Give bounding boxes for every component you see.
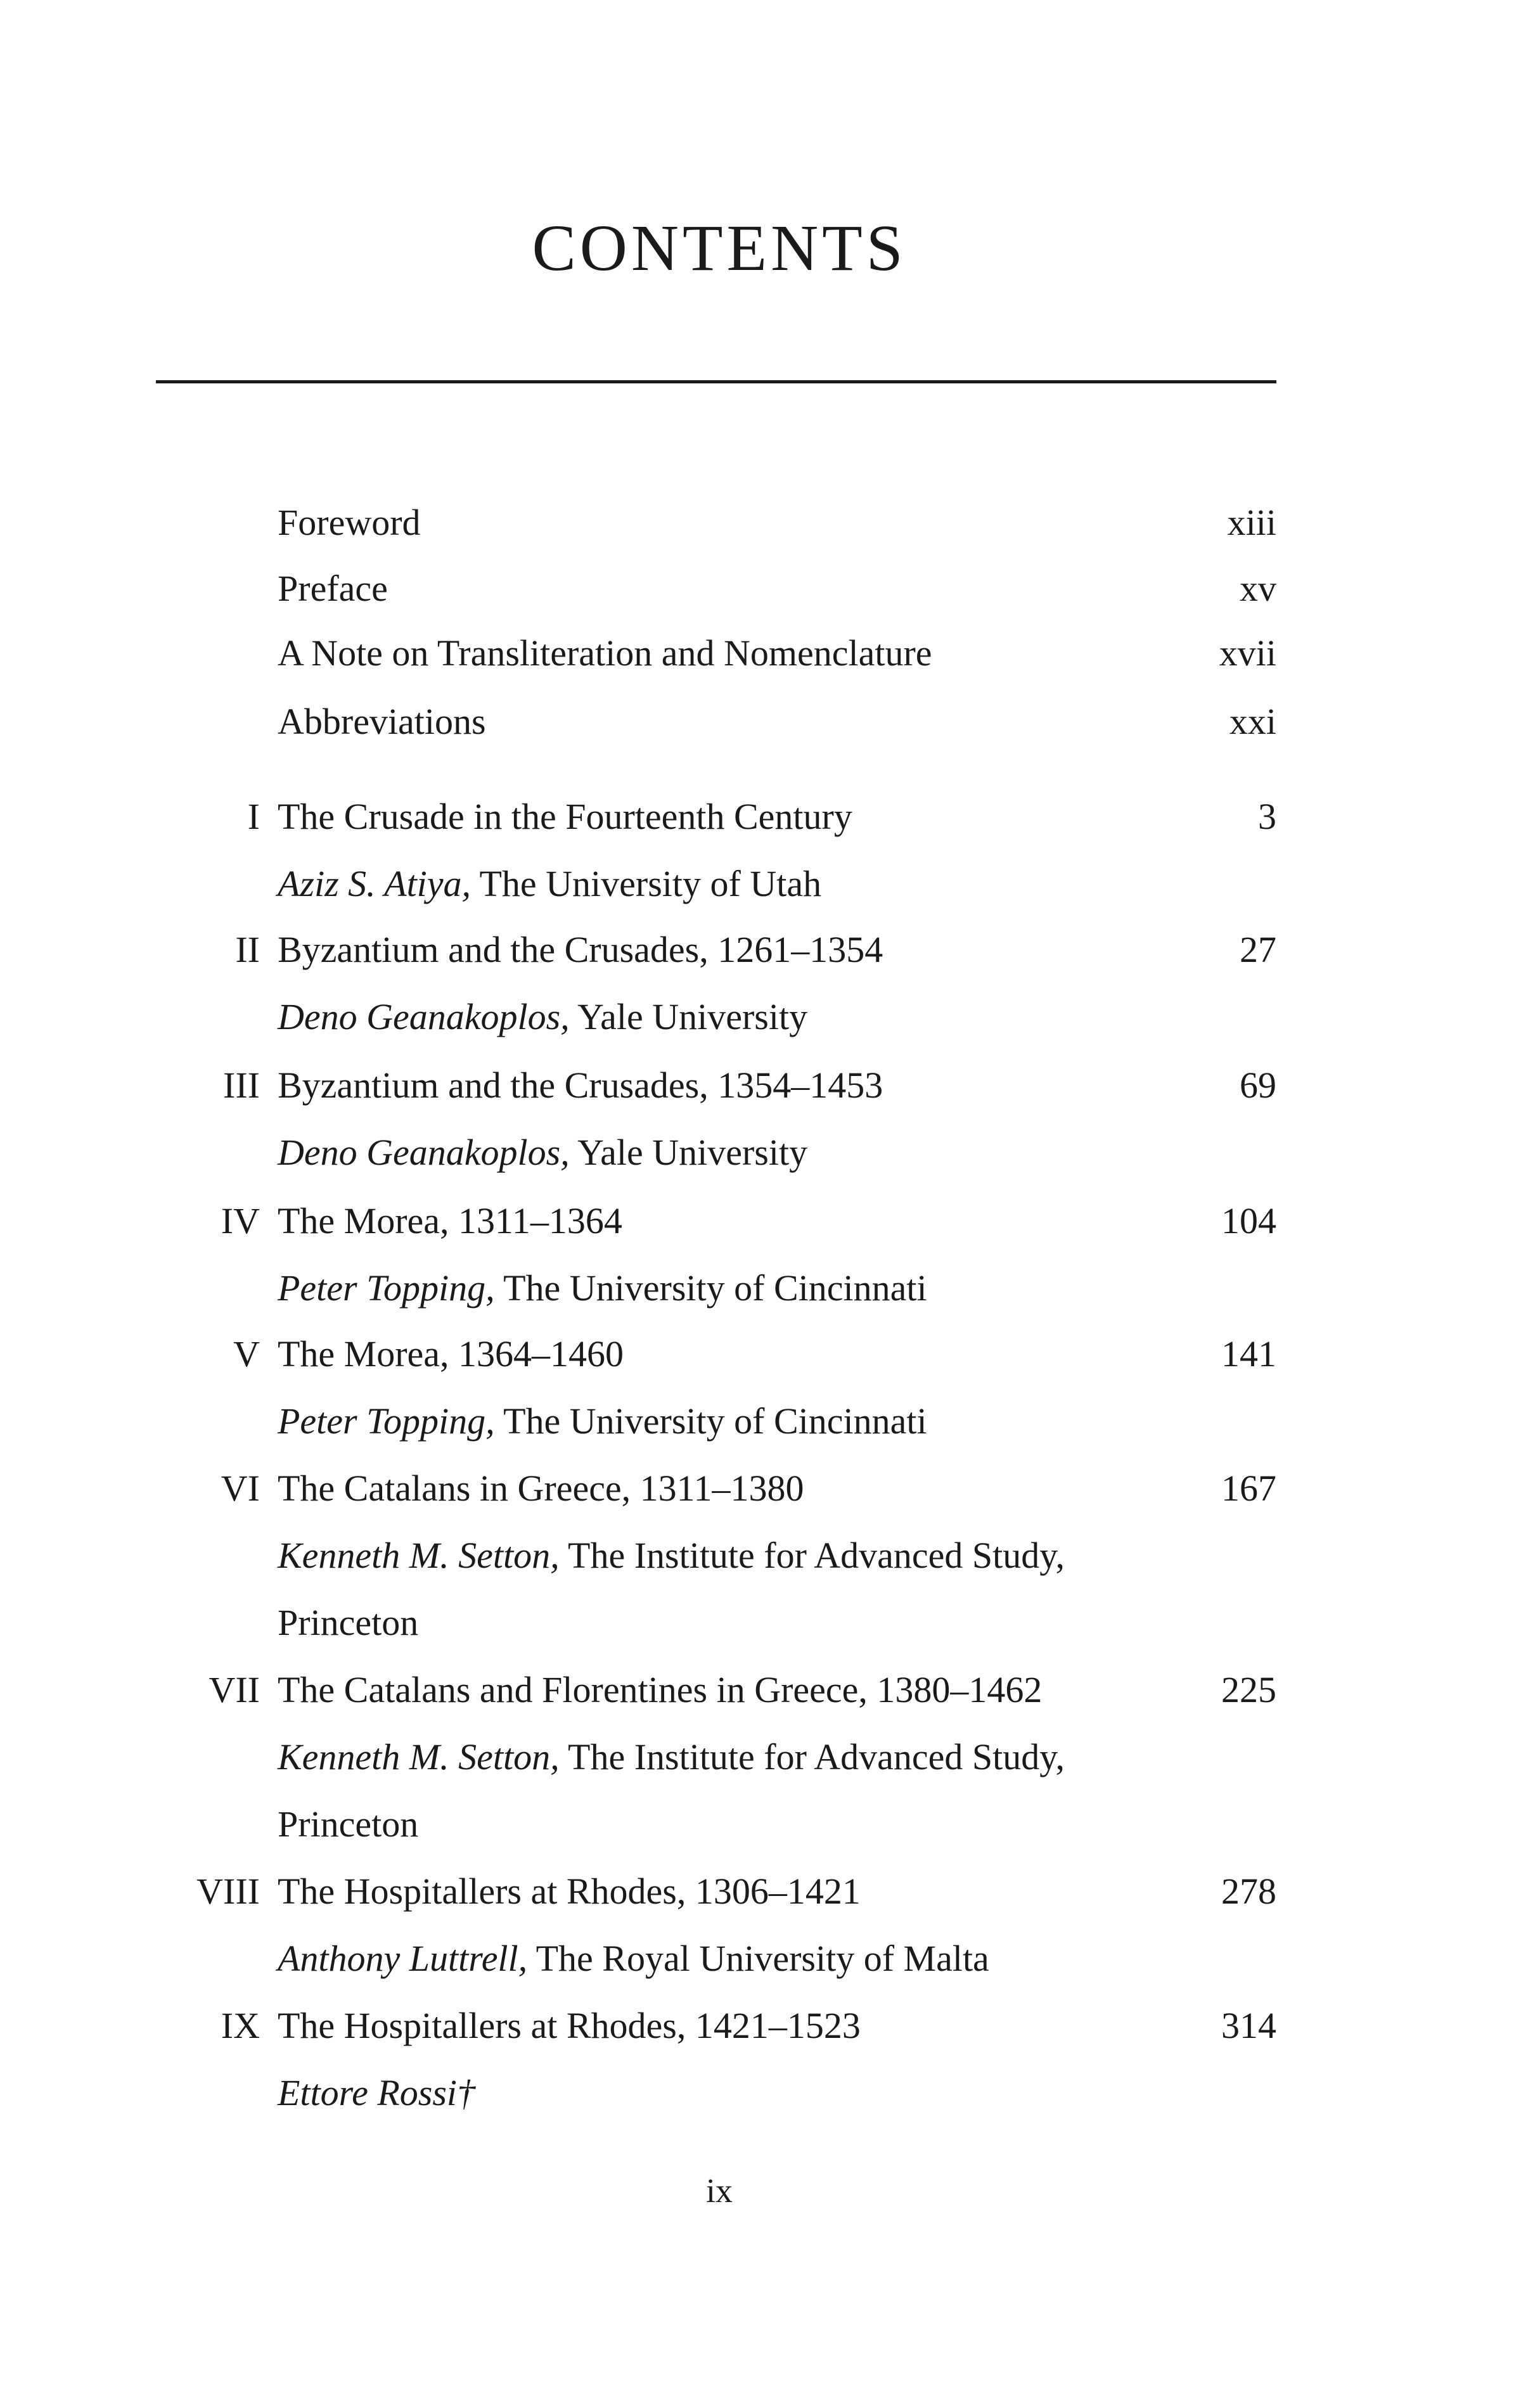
toc-entry-page: xiii [1227,502,1276,543]
chapter-number: III [223,1065,260,1106]
chapter-affiliation-2: Princeton [278,1803,419,1845]
page-heading: CONTENTS [532,212,907,285]
page-number: ix [705,2172,733,2210]
toc-entry-title: Abbreviations [278,701,486,742]
chapter-author: Kenneth M. Setton, [278,1736,560,1777]
chapter-number: VII [209,1669,260,1710]
chapter-number: II [235,929,260,970]
toc-entry-page: xxi [1229,701,1276,742]
chapter-affiliation: The Institute for Advanced Study, [568,1736,1065,1777]
chapter-title: The Catalans and Florentines in Greece, 1380–1462 [278,1669,1043,1710]
chapter-author: Anthony Luttrell, [278,1938,528,1979]
chapter-author: Peter Topping, [278,1400,495,1442]
chapter-affiliation: The Institute for Advanced Study, [568,1535,1065,1576]
chapter-title: The Hospitallers at Rhodes, 1421–1523 [278,2005,861,2046]
chapter-title: The Morea, 1364–1460 [278,1333,624,1374]
toc-entry-page: xv [1240,568,1276,609]
chapter-author: Aziz S. Atiya, [278,863,472,904]
chapter-affiliation: Yale University [577,1132,808,1173]
chapter-title: The Hospitallers at Rhodes, 1306–1421 [278,1871,861,1912]
toc-entry-title: Preface [278,568,388,609]
chapter-page: 104 [1221,1200,1276,1241]
chapter-affiliation-2: Princeton [278,1602,419,1643]
chapter-title: Byzantium and the Crusades, 1261–1354 [278,929,883,970]
toc-entry-page: xvii [1219,632,1276,674]
chapter-number: I [247,796,260,837]
chapter-page: 278 [1221,1871,1276,1912]
chapter-title: The Crusade in the Fourteenth Century [278,796,852,837]
chapter-author: Peter Topping, [278,1267,495,1309]
chapter-page: 69 [1240,1065,1276,1106]
chapter-page: 225 [1221,1669,1276,1710]
chapter-affiliation: Yale University [577,996,808,1037]
heading-rule [156,380,1276,383]
chapter-affiliation: The University of Cincinnati [503,1267,927,1309]
chapter-page: 27 [1240,929,1276,970]
chapter-number: IV [221,1200,260,1241]
chapter-page: 167 [1221,1468,1276,1509]
toc-entry-title: Foreword [278,502,421,543]
chapter-author: Deno Geanakoplos, [278,996,570,1037]
chapter-page: 141 [1221,1333,1276,1374]
chapter-affiliation: The Royal University of Malta [536,1938,989,1979]
chapter-page: 3 [1258,796,1276,837]
chapter-title: Byzantium and the Crusades, 1354–1453 [278,1065,883,1106]
chapter-page: 314 [1221,2005,1276,2046]
toc-entry-title: A Note on Transliteration and Nomenclature [278,632,932,674]
chapter-title: The Morea, 1311–1364 [278,1200,622,1241]
chapter-number: VI [221,1468,260,1509]
chapter-number: IX [221,2005,260,2046]
chapter-author: Deno Geanakoplos, [278,1132,570,1173]
chapter-number: VIII [196,1871,260,1912]
chapter-affiliation: The University of Utah [479,863,822,904]
chapter-number: V [233,1333,260,1374]
chapter-title: The Catalans in Greece, 1311–1380 [278,1468,804,1509]
chapter-author: Ettore Rossi† [278,2072,476,2113]
chapter-affiliation: The University of Cincinnati [503,1400,927,1442]
chapter-author: Kenneth M. Setton, [278,1535,560,1576]
